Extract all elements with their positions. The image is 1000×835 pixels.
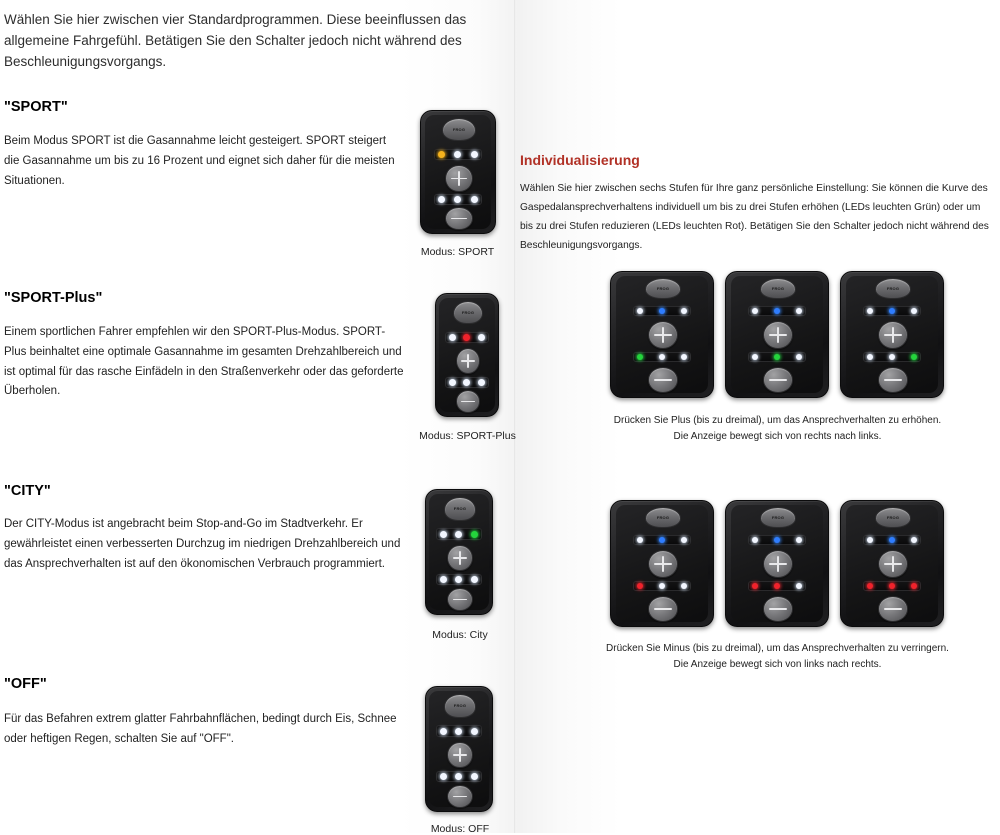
plus-icon [654, 556, 671, 572]
right-column [515, 0, 1000, 833]
device-sport-plus[interactable] [435, 293, 499, 417]
led-indicator [440, 728, 447, 735]
minus-icon [453, 593, 467, 606]
section-title-city: "CITY" [4, 483, 51, 499]
led-row-top [436, 528, 482, 539]
led-indicator [440, 773, 447, 780]
led-indicator [455, 773, 462, 780]
led-indicator [440, 531, 447, 538]
led-indicator [471, 773, 478, 780]
led-indicator [659, 583, 665, 589]
caption-sport: Modus: SPORT [420, 246, 495, 258]
led-indicator [637, 354, 643, 360]
section-title-sport: "SPORT" [4, 99, 68, 115]
led-indicator [455, 531, 462, 538]
section-body-off: Für das Befahren extrem glatter Fahrbahnflächen, bedingt durch Eis, Schnee oder heftigen Regen, schalten Sie auf "OFF". [4, 713, 397, 745]
plus-icon [769, 327, 786, 343]
frog-button[interactable]: FROG [645, 278, 682, 299]
frog-button[interactable]: FROG [645, 507, 682, 528]
led-indicator [637, 537, 643, 543]
led-indicator [889, 354, 895, 360]
led-indicator [911, 308, 917, 314]
plus-button[interactable] [447, 545, 473, 572]
minus-button[interactable] [763, 596, 794, 622]
led-indicator [796, 583, 802, 589]
led-indicator [752, 537, 758, 543]
minus-button[interactable] [447, 785, 473, 808]
minus-icon [884, 373, 901, 387]
plus-icon [769, 556, 786, 572]
individualisierung-body: Wählen Sie hier zwischen sechs Stufen für Ihre ganz persönliche Einstellung: Sie können die Kurve des Gaspedalansprechverhaltens individuell um bis zu drei Stufen erhöhen (LEDs leuchten Grün) oder um bis zu drei Stufen reduzieren (LEDs leuchten Rot). Betätigen Sie den Schalter jedoch nicht während des Beschleunigungsvorgangs. [520, 183, 989, 251]
minus-icon [654, 602, 671, 616]
plus-icon [461, 354, 474, 369]
section-body-sport-plus: Einem sportlichen Fahrer empfehlen wir den SPORT-Plus-Modus. SPORT-Plus beinhaltet eine optimale Gasannahme im gesamten Drehzahlbereich und ist optimal für das rasche Einfädeln in den Straßenverkehr oder das geforderte Überholen. [4, 326, 404, 398]
plus-icon [654, 327, 671, 343]
plus-icon [453, 748, 467, 763]
frog-button[interactable]: FROG [875, 507, 912, 528]
led-indicator [774, 583, 780, 589]
plus-button[interactable] [445, 165, 472, 193]
device-off[interactable] [425, 686, 493, 812]
led-indicator [911, 583, 917, 589]
led-indicator [774, 308, 780, 314]
led-indicator [659, 308, 665, 314]
device-plus-step-1[interactable] [610, 271, 714, 398]
led-row-top [633, 535, 690, 545]
device-city[interactable] [425, 489, 493, 615]
led-row-bottom [748, 581, 805, 591]
led-row-top [434, 149, 483, 160]
led-indicator [889, 583, 895, 589]
led-indicator [454, 151, 461, 158]
led-indicator [796, 537, 802, 543]
led-row-bottom [863, 352, 920, 362]
led-indicator [478, 334, 485, 341]
minus-button[interactable] [445, 207, 472, 230]
led-indicator [637, 308, 643, 314]
frog-button[interactable]: FROG [442, 118, 477, 141]
led-indicator [774, 537, 780, 543]
minus-icon [884, 602, 901, 616]
frog-button[interactable]: FROG [875, 278, 912, 299]
led-indicator [449, 379, 456, 386]
frog-button[interactable]: FROG [760, 278, 797, 299]
led-indicator [796, 308, 802, 314]
led-row-bottom [436, 574, 482, 585]
led-indicator [752, 308, 758, 314]
device-plus-step-2[interactable] [725, 271, 829, 398]
led-indicator [454, 196, 461, 203]
led-row-top [748, 535, 805, 545]
led-indicator [659, 354, 665, 360]
led-row-bottom [748, 352, 805, 362]
minus-button[interactable] [878, 596, 909, 622]
plus-button[interactable] [763, 321, 794, 349]
minus-icon [453, 790, 467, 803]
plus-icon [451, 171, 466, 186]
led-indicator [911, 537, 917, 543]
led-indicator [752, 354, 758, 360]
led-indicator [438, 196, 445, 203]
frog-button[interactable]: FROG [760, 507, 797, 528]
device-minus-step-2[interactable] [725, 500, 829, 627]
led-indicator [438, 151, 445, 158]
led-row-bottom [863, 581, 920, 591]
led-row-bottom [445, 377, 488, 388]
frog-button[interactable]: FROG [444, 694, 475, 717]
plus-button[interactable] [763, 550, 794, 578]
plus-button[interactable] [456, 348, 480, 374]
device-sport[interactable] [420, 110, 496, 234]
minus-button[interactable] [648, 367, 679, 393]
caption-sport-plus: Modus: SPORT-Plus [419, 430, 516, 442]
led-indicator [774, 354, 780, 360]
minus-icon [769, 373, 786, 387]
minus-button[interactable] [456, 390, 480, 413]
led-indicator [455, 576, 462, 583]
led-indicator [867, 583, 873, 589]
minus-button[interactable] [447, 588, 473, 611]
led-indicator [867, 537, 873, 543]
led-indicator [681, 308, 687, 314]
led-row-bottom [633, 352, 690, 362]
plus-button[interactable] [878, 321, 909, 349]
led-indicator [471, 196, 478, 203]
led-row-top [863, 535, 920, 545]
led-row-bottom [436, 771, 482, 782]
led-indicator [637, 583, 643, 589]
minus-button[interactable] [763, 367, 794, 393]
led-indicator [471, 576, 478, 583]
individualisierung-title: Individualisierung [520, 152, 640, 168]
led-indicator [911, 354, 917, 360]
led-indicator [440, 576, 447, 583]
led-indicator [867, 354, 873, 360]
led-row-top [633, 306, 690, 316]
led-indicator [681, 537, 687, 543]
led-indicator [681, 583, 687, 589]
plus-button[interactable] [447, 742, 473, 769]
intro-paragraph: Wählen Sie hier zwischen vier Standardprogrammen. Diese beeinflussen das allgemeine Fahrgefühl. Betätigen Sie den Schalter jedoch nicht während des Beschleunigungsvorgangs. [4, 12, 467, 69]
led-indicator [889, 537, 895, 543]
caption-city: Modus: City [432, 629, 488, 641]
section-title-sport-plus: "SPORT-Plus" [4, 290, 103, 306]
led-row-top [445, 332, 488, 343]
led-indicator [867, 308, 873, 314]
device-plus-step-3[interactable] [840, 271, 944, 398]
frog-button[interactable]: FROG [444, 497, 475, 520]
caption-minus-instruction: Drücken Sie Minus (bis zu dreimal), um das Ansprechverhalten zu verringern. Die Anzeige bewegt sich von links nach rechts. [606, 643, 949, 670]
led-row-top [436, 725, 482, 736]
plus-button[interactable] [648, 321, 679, 349]
plus-button[interactable] [648, 550, 679, 578]
plus-button[interactable] [878, 550, 909, 578]
led-indicator [463, 379, 470, 386]
frog-button[interactable]: FROG [453, 301, 482, 324]
led-row-bottom [633, 581, 690, 591]
caption-off: Modus: OFF [430, 823, 490, 835]
led-indicator [889, 308, 895, 314]
section-body-sport: Beim Modus SPORT ist die Gasannahme leicht gesteigert. SPORT steigert die Gasannahme um bis zu 16 Prozent und eignet sich daher für die meisten Situationen. [4, 135, 395, 187]
led-row-bottom [434, 194, 483, 205]
device-minus-step-1[interactable] [610, 500, 714, 627]
minus-icon [654, 373, 671, 387]
minus-icon [451, 213, 466, 225]
led-indicator [796, 354, 802, 360]
minus-button[interactable] [878, 367, 909, 393]
plus-icon [884, 327, 901, 343]
led-indicator [455, 728, 462, 735]
led-indicator [471, 531, 478, 538]
led-indicator [471, 151, 478, 158]
section-body-city: Der CITY-Modus ist angebracht beim Stop-and-Go im Stadtverkehr. Er gewährleistet einen verbesserten Durchzug im niedrigen Drehzahlbereich und das Ansprechverhalten ist auf den ökonomischen Verbrauch programmiert. [4, 518, 401, 570]
plus-icon [453, 551, 467, 566]
section-title-off: "OFF" [4, 676, 47, 692]
led-indicator [478, 379, 485, 386]
led-indicator [471, 728, 478, 735]
caption-plus-instruction: Drücken Sie Plus (bis zu dreimal), um das Ansprechverhalten zu erhöhen. Die Anzeige bewegt sich von rechts nach links. [613, 415, 942, 442]
led-indicator [463, 334, 470, 341]
plus-icon [884, 556, 901, 572]
led-indicator [681, 354, 687, 360]
led-indicator [659, 537, 665, 543]
led-indicator [449, 334, 456, 341]
led-indicator [752, 583, 758, 589]
device-minus-step-3[interactable] [840, 500, 944, 627]
led-row-top [748, 306, 805, 316]
led-row-top [863, 306, 920, 316]
minus-icon [769, 602, 786, 616]
minus-button[interactable] [648, 596, 679, 622]
minus-icon [461, 396, 474, 408]
